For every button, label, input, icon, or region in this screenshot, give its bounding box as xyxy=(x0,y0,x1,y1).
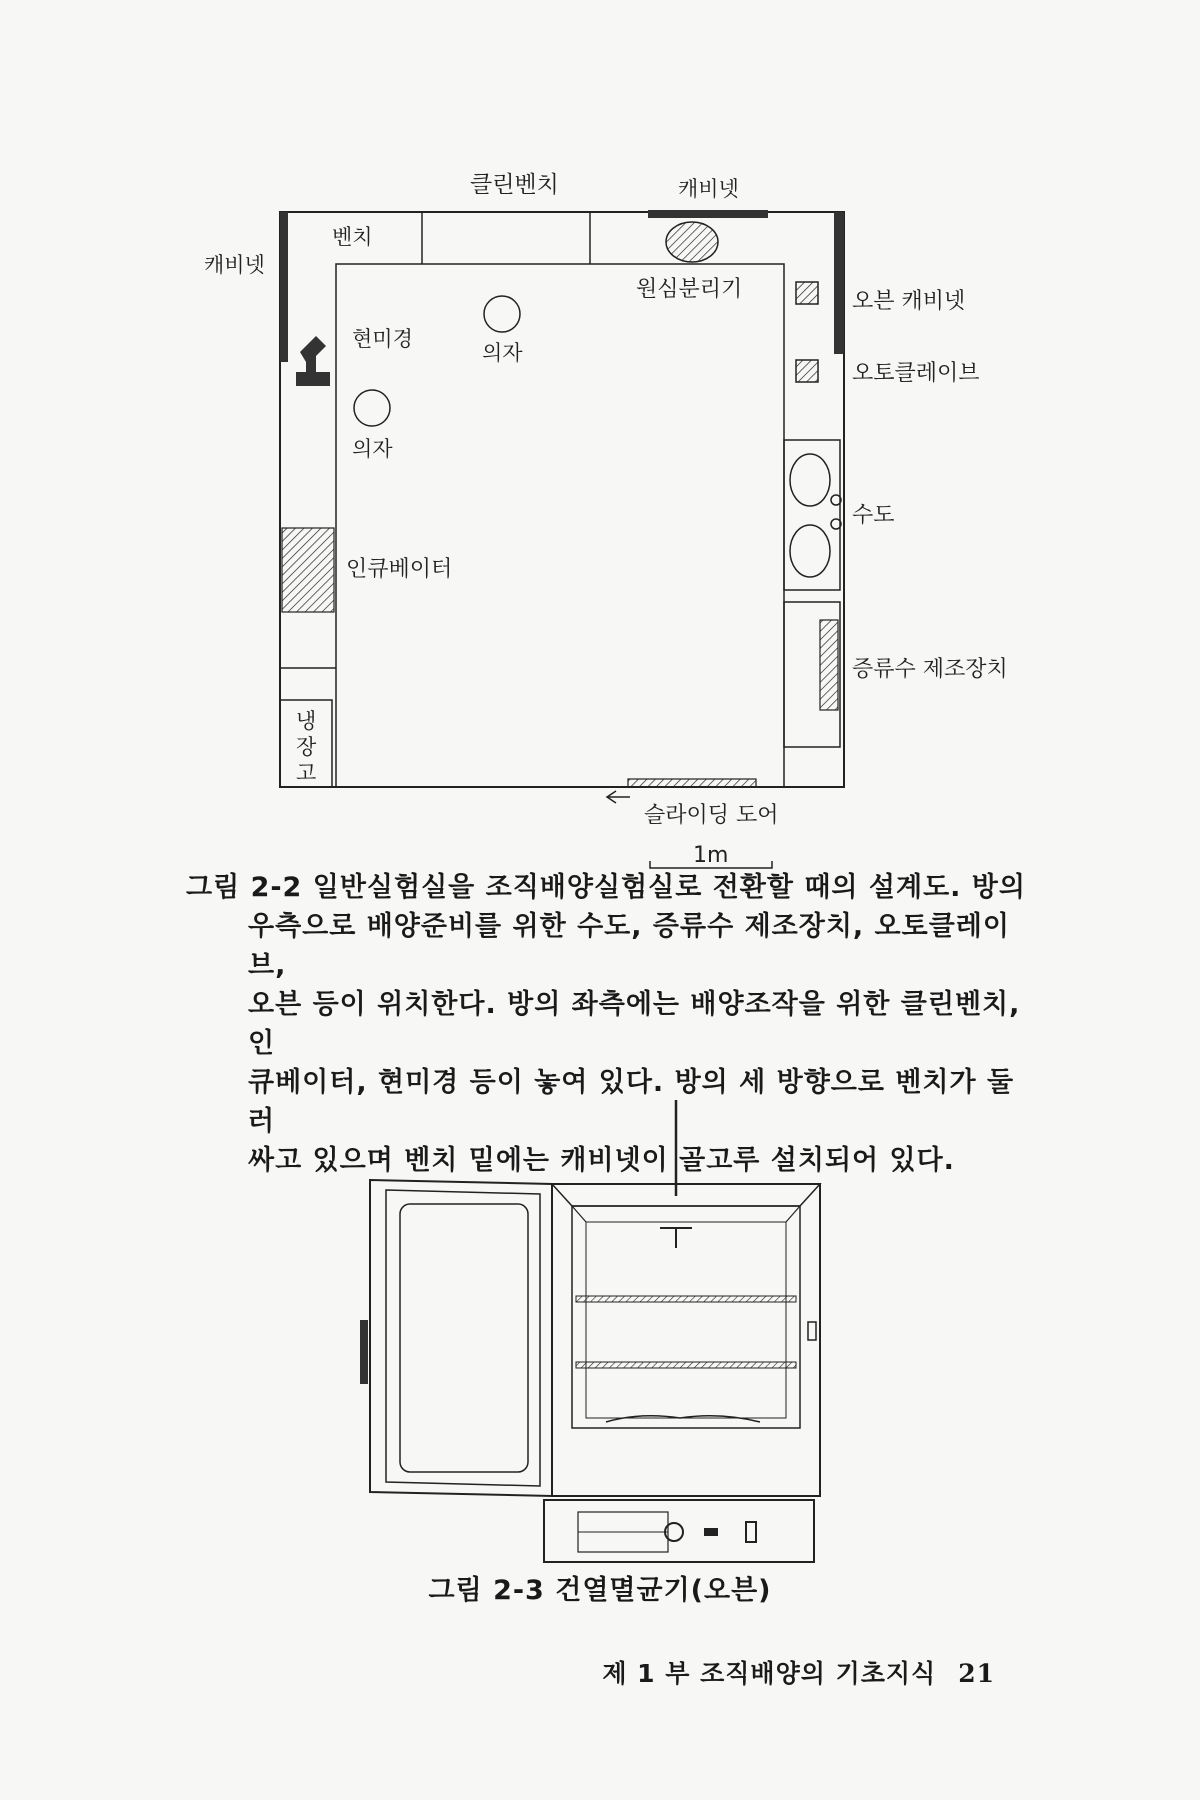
label-scale: 1m xyxy=(693,843,729,868)
label-sliding-door: 슬라이딩 도어 xyxy=(644,803,779,828)
label-cabinet-left: 캐비넷 xyxy=(204,253,265,277)
microscope-shape xyxy=(296,336,330,386)
top-cabinet-bar xyxy=(648,210,768,218)
chair-1-shape xyxy=(484,296,520,332)
label-microscope: 현미경 xyxy=(352,327,413,351)
sink-1 xyxy=(790,454,830,506)
caption-number: 그림 2-2 xyxy=(186,872,303,903)
label-fridge-1: 냉 xyxy=(296,709,317,733)
figure-2-3-caption: 그림 2-3 건열멸균기(오븐) xyxy=(428,1575,772,1606)
label-clean-bench: 클린벤치 xyxy=(470,172,559,198)
footer-section-title: 제 1 부 조직배양의 기초지식 xyxy=(602,1659,937,1688)
centrifuge-shape xyxy=(666,222,718,262)
label-incubator: 인큐베이터 xyxy=(346,557,453,582)
oven-control-panel xyxy=(544,1500,814,1562)
oven-shelf-1 xyxy=(576,1296,796,1302)
caption-line-5: 싸고 있으며 벤치 밑에는 캐비넷이 골고루 설치되어 있다. xyxy=(248,1145,955,1176)
page-number: 21 xyxy=(958,1659,995,1688)
caption-line-2: 우측으로 배양준비를 위한 수도, 증류수 제조장치, 오토클레이브, xyxy=(248,911,1010,981)
distiller-shape xyxy=(820,620,838,710)
page-footer xyxy=(602,1654,995,1690)
incubator-shape xyxy=(282,528,334,612)
caption-line-4: 큐베이터, 현미경 등이 놓여 있다. 방의 세 방향으로 벤치가 둘러 xyxy=(248,1067,1015,1137)
label-fridge-2: 장 xyxy=(296,735,317,759)
oven-shelf-2 xyxy=(576,1362,796,1368)
label-autoclave: 오토클레이브 xyxy=(852,361,980,386)
caption-line-1: 일반실험실을 조직배양실험실로 전환할 때의 설계도. 방의 xyxy=(312,872,1026,903)
sliding-door-shape xyxy=(628,779,756,787)
label-chair-2: 의자 xyxy=(352,437,393,461)
left-cabinet-bar xyxy=(280,212,288,362)
chair-2-shape xyxy=(354,390,390,426)
oven-switch xyxy=(746,1522,756,1542)
label-oven-cabinet: 오븐 캐비넷 xyxy=(852,289,966,314)
label-water: 수도 xyxy=(852,503,895,528)
oven-illustration xyxy=(0,1100,1200,1580)
label-cabinet-top: 캐비넷 xyxy=(678,177,739,201)
oven-door xyxy=(370,1180,552,1496)
floor-plan-figure xyxy=(0,0,1200,880)
label-fridge-3: 고 xyxy=(296,761,317,785)
oven-cabinet-bar xyxy=(834,212,844,354)
oven-box xyxy=(796,282,818,304)
autoclave-box xyxy=(796,360,818,382)
caption-line-3: 오븐 등이 위치한다. 방의 좌측에는 배양조작을 위한 클린벤치, 인 xyxy=(248,989,1021,1059)
label-distiller: 증류수 제조장치 xyxy=(852,657,1008,682)
oven-indicator xyxy=(704,1528,718,1536)
label-centrifuge: 원심분리기 xyxy=(636,277,743,302)
label-bench: 벤치 xyxy=(332,225,373,249)
label-chair-1: 의자 xyxy=(482,341,523,365)
sink-2 xyxy=(790,525,830,577)
